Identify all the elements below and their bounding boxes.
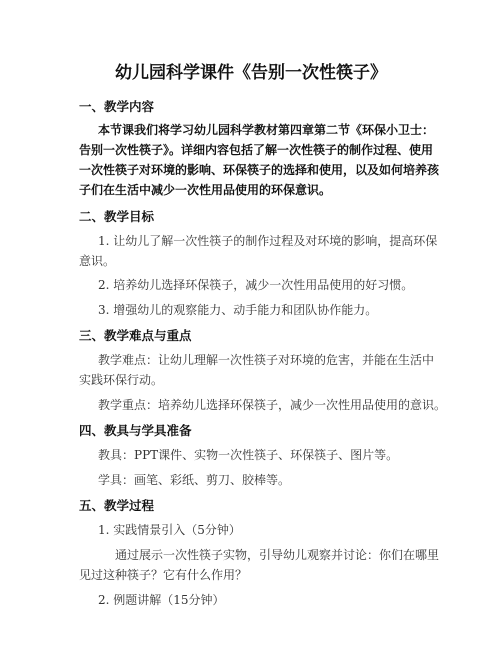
goal-item: 1. 让幼儿了解一次性筷子的制作过程及对环境的影响，提高环保 — [98, 234, 438, 248]
content-paragraph-line: 告别一次性筷子》。详细内容包括了解一次性筷子的制作过程、使用 — [79, 143, 434, 157]
section-heading-key-points: 三、教学难点与重点 — [79, 328, 192, 343]
focus-line: 教学重点：培养幼儿选择环保筷子，减少一次性用品使用的意识。 — [98, 398, 447, 412]
teaching-aids-line: 教具：PPT课件、实物一次性筷子、环保筷子、图片等。 — [98, 448, 399, 462]
content-paragraph-line: 一次性筷子对环境的影响、环保筷子的选择和使用，以及如何培养孩 — [79, 163, 440, 177]
process-step-detail: 通过展示一次性筷子实物，引导幼儿观察并讨论：你们在哪里 — [115, 548, 440, 562]
content-paragraph-line: 本节课我们将学习幼儿园科学教材第四章第二节《环保小卫士： — [98, 123, 435, 137]
process-step: 2. 例题讲解（15分钟） — [98, 593, 225, 607]
section-heading-process: 五、教学过程 — [79, 498, 155, 513]
document-title: 幼儿园科学课件《告别一次性筷子》 — [115, 63, 387, 83]
process-step-detail-continuation: 见过这种筷子？它有什么作用？ — [79, 568, 248, 582]
section-heading-materials: 四、教具与学具准备 — [79, 423, 192, 438]
goal-item-continuation: 意识。 — [79, 254, 116, 268]
process-step: 1. 实践情景引入（5分钟） — [98, 523, 241, 537]
section-heading-goals: 二、教学目标 — [79, 209, 155, 224]
section-heading-content: 一、教学内容 — [79, 99, 155, 114]
goal-item: 2. 培养幼儿选择环保筷子，减少一次性用品使用的好习惯。 — [98, 278, 414, 292]
student-materials-line: 学具：画笔、彩纸、剪刀、胶棒等。 — [98, 473, 291, 487]
goal-item: 3. 增强幼儿的观察能力、动手能力和团队协作能力。 — [98, 303, 378, 317]
content-paragraph-line: 子们在生活中减少一次性用品使用的环保意识。 — [79, 183, 332, 197]
difficulty-line-continuation: 实践环保行动。 — [79, 373, 164, 387]
difficulty-line: 教学难点：让幼儿理解一次性筷子对环境的危害，并能在生活中 — [98, 353, 435, 367]
